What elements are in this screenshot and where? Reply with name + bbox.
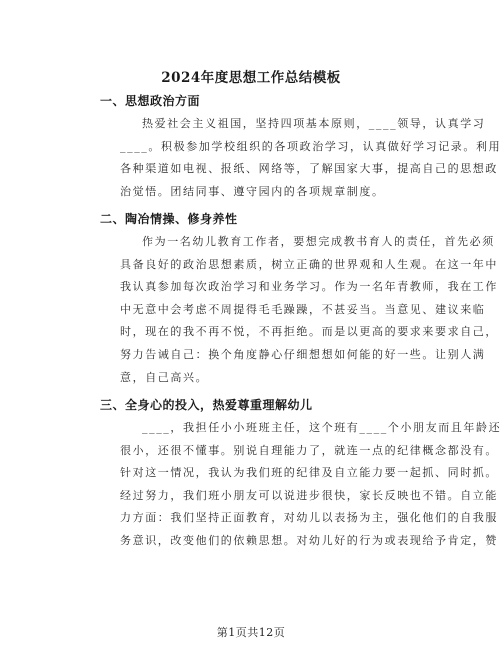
paragraph-line: 热爱社会主义祖国，坚持四项基本原则，____领导，认真学习 [142,117,486,130]
paragraph-line: ____，我担任小小班班主任，这个班有____个小朋友而且年龄还 [142,421,502,434]
paragraph-line: 力方面：我们坚持正面教育，对幼儿以表扬为主，强化他们的自我服 [120,511,498,525]
paragraph-line: 针对这一情况，我认为我们班的纪律及自立能力要一起抓、同时抓。 [120,466,498,480]
paragraph-line: ____。积极参加学校组织的各项政治学习，认真做好学习记录。利用 [120,139,502,153]
paragraph-line: 各种渠道如电视、报纸、网络等，了解国家大事，提高自己的思想政 [120,162,498,176]
paragraph-line: 务意识，改变他们的依赖思想。对幼儿好的行为或表现给予肯定，赞 [120,533,498,547]
document-title: 2024年度思想工作总结模板 [161,70,341,86]
section-paragraph [98,113,502,203]
paragraph-line: 意，自己高兴。 [120,370,209,384]
section-paragraph [98,231,498,389]
paragraph-line: 中无意中会考虑不周提得毛毛躁躁，不甚妥当。当意见、建议来临 [120,302,486,316]
section-heading: 二、陶冶情操、修身养性 [100,212,238,226]
section-care-for-children [98,396,502,553]
section-heading: 一、思想政治方面 [100,94,201,108]
section-heading: 三、全身心的投入，热爱尊重理解幼儿 [100,398,313,412]
paragraph-line: 努力告诫自己：换个角度静心仔细想想如何能的好一些。让别人满 [120,347,486,361]
section-political-thought [98,92,502,203]
paragraph-line: 我认真参加每次政治学习和业务学习。作为一名年青教师，我在工作 [120,280,498,294]
page-number-footer: 第1页共12页 [216,626,286,639]
paragraph-line: 很小，还很不懂事。别说自理能力了，就连一点的纪律概念都没有。 [120,443,498,457]
paragraph-line: 经过努力，我们班小朋友可以说进步很快，家长反映也不错。自立能 [120,488,498,502]
paragraph-line: 治觉悟。团结同事、遵守园内的各项规章制度。 [120,184,385,198]
section-paragraph [98,417,502,553]
paragraph-line: 具备良好的政治思想素质，树立正确的世界观和人生观。在这一年中 [120,257,498,271]
paragraph-line: 时，现在的我不再不悦，不再拒绝。而是以更高的要求来要求自己， [120,325,498,339]
section-self-cultivation [98,210,498,389]
paragraph-line: 作为一名幼儿教育工作者，要想完成教书育人的责任，首先必须 [142,235,495,248]
